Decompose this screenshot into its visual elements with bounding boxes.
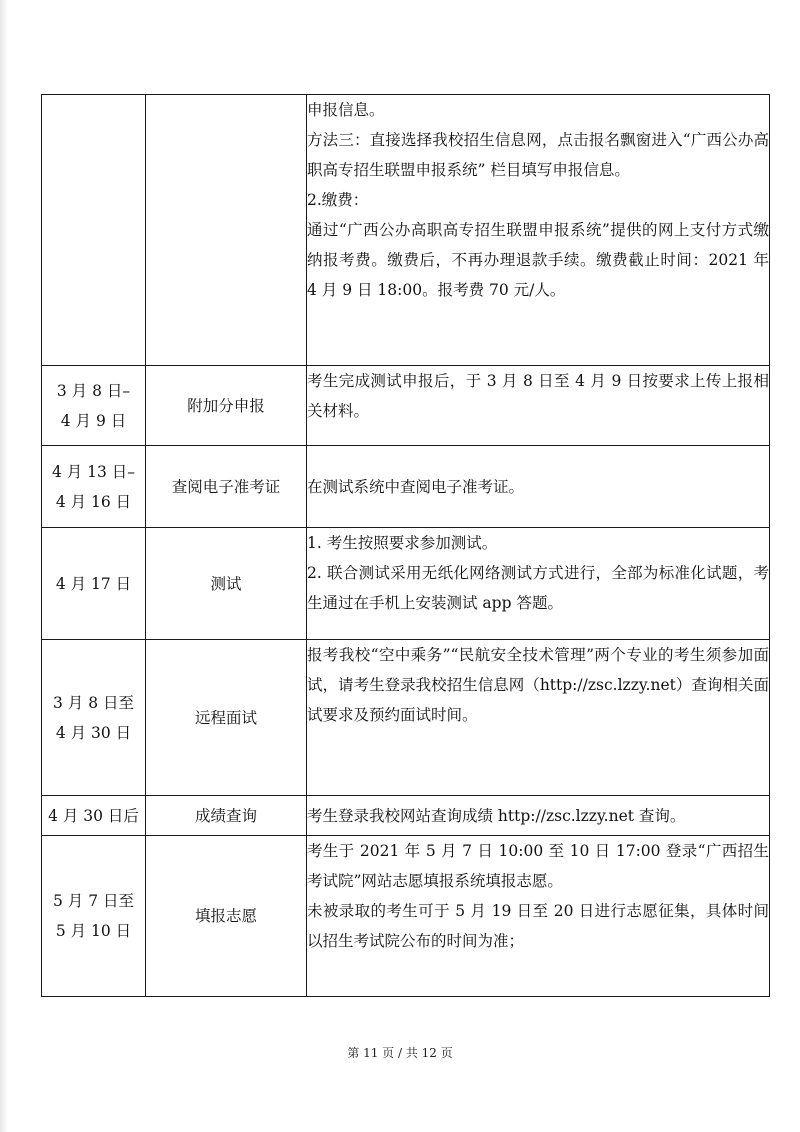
date-cell bbox=[42, 95, 146, 366]
date-line: 3 月 8 日– bbox=[56, 381, 131, 400]
date-cell bbox=[42, 528, 146, 640]
detail-cell bbox=[307, 640, 770, 796]
item-cell: 填报志愿 bbox=[146, 836, 307, 997]
date-cell bbox=[42, 836, 146, 997]
table-row bbox=[42, 528, 770, 640]
table-row bbox=[42, 640, 770, 796]
detail-line: 报考我校“空中乘务”“民航安全技术管理”两个专业的考生须参加面试，请考生登录我校招生信息网（http://zsc.lzzy.net）查询相关面试要求及预约面试时间。 bbox=[307, 646, 769, 724]
date-cell bbox=[42, 640, 146, 796]
detail-line: 考生完成测试申报后，于 3 月 8 日至 4 月 9 日按要求上传上报相关材料。 bbox=[307, 372, 769, 420]
date-line: 4 月 17 日 bbox=[55, 574, 132, 593]
table-row bbox=[42, 95, 770, 366]
detail-line: 申报信息。 bbox=[307, 101, 385, 119]
detail-line: 考生于 2021 年 5 月 7 日 10:00 至 10 日 17:00 登录“广西招生考试院”网站志愿填报系统填报志愿。 bbox=[307, 842, 769, 890]
detail-line: 2.缴费： bbox=[307, 191, 369, 209]
item-cell: 查阅电子准考证 bbox=[146, 446, 307, 528]
detail-line: 方法三：直接选择我校招生信息网，点击报名飘窗进入“广西公办高职高专招生联盟申报系统” 栏目填写申报信息。 bbox=[307, 131, 769, 179]
date-line: 4 月 16 日 bbox=[55, 492, 132, 511]
detail-cell bbox=[307, 446, 770, 528]
detail-cell bbox=[307, 95, 770, 366]
detail-line: 1. 考生按照要求参加测试。 bbox=[307, 534, 498, 552]
detail-line: 未被录取的考生可于 5 月 19 日至 20 日进行志愿征集，具体时间以招生考试院公布的时间为准； bbox=[307, 902, 769, 950]
table-row bbox=[42, 446, 770, 528]
item-cell: 成绩查询 bbox=[146, 796, 307, 836]
detail-line: 考生登录我校网站查询成绩 http://zsc.lzzy.net 查询。 bbox=[307, 806, 686, 825]
detail-cell bbox=[307, 528, 770, 640]
detail-cell bbox=[307, 366, 770, 446]
date-cell bbox=[42, 366, 146, 446]
table-row bbox=[42, 836, 770, 997]
date-line: 5 月 7 日至 bbox=[52, 892, 134, 910]
date-line: 4 月 30 日 bbox=[55, 723, 132, 742]
detail-cell bbox=[307, 836, 770, 997]
item-cell: 测试 bbox=[146, 528, 307, 640]
schedule-table bbox=[41, 94, 770, 997]
item-cell bbox=[146, 95, 307, 366]
table-row bbox=[42, 796, 770, 836]
date-cell bbox=[42, 796, 146, 836]
detail-line: 在测试系统中查阅电子准考证。 bbox=[307, 477, 525, 496]
page-number: 第 11 页 / 共 12 页 bbox=[347, 1046, 453, 1060]
date-line: 4 月 9 日 bbox=[60, 411, 127, 430]
detail-cell bbox=[307, 796, 770, 836]
date-line: 4 月 13 日– bbox=[51, 462, 136, 481]
item-cell: 附加分申报 bbox=[146, 366, 307, 446]
date-line: 3 月 8 日至 bbox=[52, 693, 134, 712]
page-edge bbox=[0, 0, 8, 1132]
date-line: 4 月 30 日后 bbox=[48, 806, 139, 825]
date-line: 5 月 10 日 bbox=[55, 922, 132, 940]
date-cell bbox=[42, 446, 146, 528]
item-cell: 远程面试 bbox=[146, 640, 307, 796]
table-row bbox=[42, 366, 770, 446]
detail-line: 通过“广西公办高职高专招生联盟申报系统”提供的网上支付方式缴纳报考费。缴费后，不再办理退款手续。缴费截止时间：2021 年 4 月 9 日 18:00。报考费 70 元/人。 bbox=[307, 221, 769, 299]
detail-line: 2. 联合测试采用无纸化网络测试方式进行，全部为标准化试题，考生通过在手机上安装测试 app 答题。 bbox=[307, 564, 769, 612]
